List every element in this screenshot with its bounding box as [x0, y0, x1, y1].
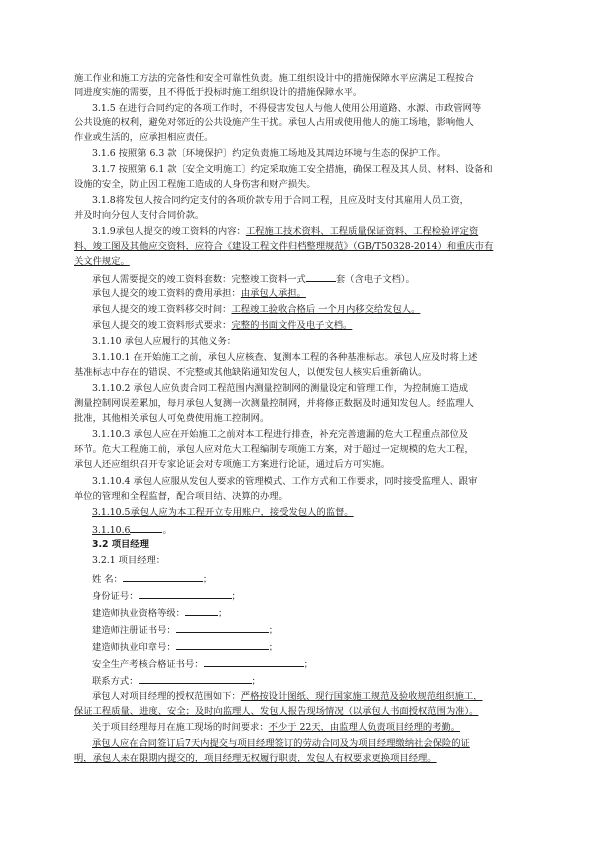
section-heading: 3.2 项目经理 — [92, 539, 149, 550]
filled-value: 由承包人承担。 — [240, 288, 306, 299]
field-suffix: ； — [231, 591, 241, 602]
clause-3-1-8: 3.1.8将发包人按合同约定支付的各项价款专用于合同工程，且应及时支付其雇用人员工资， — [92, 195, 469, 206]
pm-name-field — [92, 572, 212, 586]
clause-3-1-10-4: 3.1.10.4 承包人应服从发包人要求的管理模式、工作方式和工作要求，同时接受监理人、跟审 — [92, 476, 478, 487]
filled-value: 工程施工技术资料、工程质量保证资料、工程检验评定资 — [245, 226, 479, 237]
clause-3-1-10-3: 3.1.10.3 承包人应在开始施工之前对本工程进行排查，补充完善遗漏的危大工程重点部位及 — [92, 429, 469, 440]
filled-value: 不少于 22天，由监理人负责项目经理的考勤。 — [268, 722, 461, 733]
paragraph-line: 并及时向分包人支付合同价款。 — [74, 210, 205, 221]
clause-label: 3.1.10.6 — [92, 525, 131, 536]
blank-field — [176, 640, 269, 650]
filled-value: 完整的书面文件及电子文档。 — [231, 320, 353, 331]
blank-field — [306, 272, 336, 282]
pm-qualification-field — [92, 606, 227, 620]
paragraph-line: 设施的安全，防止因工程施工造成的人身伤害和财产损失。 — [74, 179, 316, 190]
field-label: 承包人对项目经理的授权范围如下： — [92, 691, 241, 702]
clause-3-2-1: 3.2.1 项目经理： — [92, 555, 166, 566]
paragraph-line: 批准，其他相关承包人可免费使用施工控制网。 — [74, 413, 270, 424]
field-suffix: ； — [268, 625, 278, 636]
filled-value: 料、竣工图及其他应交资料，应符合《建设工程文件归档整理规范》（GB/T50328-2014）和重庆市有 — [74, 241, 494, 252]
field-suffix: 。 — [162, 525, 172, 536]
filled-value: 严格按设计图纸、现行国家施工规范及验收规范组织施工， — [240, 691, 483, 702]
field-label: 承包人提交的竣工资料移交时间： — [92, 304, 232, 315]
clause-label: 3.1.9承包人提交的竣工资料的内容： — [92, 226, 246, 237]
paragraph-line: 同进度实施的需要，且不得低于投标时施工组织设计的措施保障水平。 — [74, 87, 363, 98]
pm-id-number-field — [92, 589, 241, 603]
clause-3-1-10-2: 3.1.10.2 承包人应负责合同工程范围内测量控制网的测量设定和管理工作，为控制施工造成 — [92, 383, 469, 394]
clause-3-1-10-5 — [92, 507, 354, 519]
completion-docs-form — [92, 320, 352, 332]
blank-field — [139, 589, 232, 599]
paragraph-line: 承包人还应组织召开专家论证会对专项施工方案进行论证，通过后方可实施。 — [74, 459, 391, 470]
field-suffix: ； — [303, 659, 313, 670]
blank-field — [130, 523, 162, 533]
pm-onsite-time — [92, 722, 460, 734]
field-suffix: ； — [251, 676, 261, 687]
field-label: 承包人需要提交的竣工资料套数：完整竣工资料一式 — [92, 274, 306, 285]
clause-3-1-9 — [92, 226, 478, 238]
blank-field — [139, 674, 252, 684]
completion-docs-cost — [92, 288, 306, 300]
field-label: 姓 名： — [92, 574, 123, 585]
filled-value: 承包人应在合同签订后7天内提交与项目经理签订的劳动合同及为项目经理缴纳社会保险的证 — [92, 738, 470, 749]
blank-field — [123, 572, 203, 582]
field-label: 联系方式： — [92, 676, 139, 687]
field-label: 关于项目经理每月在施工现场的时间要求： — [92, 722, 269, 733]
clause-label: 3.1.10.5 — [92, 507, 131, 518]
field-suffix: ； — [217, 608, 228, 619]
pm-seal-number-field — [92, 640, 278, 654]
pm-contact-field — [92, 674, 261, 688]
field-label: 安全生产考核合格证书号： — [92, 659, 204, 670]
field-label: 建造师执业印章号： — [92, 642, 176, 653]
completion-docs-sets — [92, 272, 415, 286]
clause-3-1-6: 3.1.6 按照第 6.3 款〔环境保护〕约定负责施工场地及其周边环境与生态的保护工作。 — [92, 148, 447, 159]
filled-value: 工程竣工验收合格后 一个月内移交给发包人。 — [231, 304, 421, 315]
pm-registration-field — [92, 623, 278, 637]
paragraph-line: 基准标志中存在的错误、不完整或其他缺陷通知发包人，以便发包人核实后重新确认。 — [74, 367, 428, 378]
clause-3-1-7: 3.1.7 按照第 6.1 款〔安全文明施工〕约定采取施工安全措施，确保工程及其人员、材料、设备和 — [92, 164, 493, 175]
field-suffix: ； — [202, 574, 213, 585]
paragraph-line: 单位的管理和全程监督，配合项目结、决算的办理。 — [74, 491, 288, 502]
field-label: 承包人提交的竣工资料形式要求： — [92, 320, 232, 331]
filled-value: 关文件规定。 — [74, 256, 130, 267]
field-suffix: 套（含电子文档）。 — [335, 274, 415, 285]
completion-docs-time — [92, 304, 420, 316]
paragraph-line: 公共设施的权利，避免对邻近的公共设施产生干扰。承包人占用或使用他人的施工场地，影响他人 — [74, 117, 474, 128]
clause-3-1-10: 3.1.10 承包人应履行的其他义务： — [92, 336, 237, 347]
clause-3-1-10-6 — [92, 523, 172, 537]
clause-3-1-5: 3.1.5 在进行合同约定的各项工作时，不得侵害发包人与他人使用公用道路、水源、市政管网等 — [92, 103, 482, 114]
field-label: 建造师注册证书号： — [92, 625, 176, 636]
blank-field — [176, 623, 269, 633]
pm-safety-cert-field — [92, 657, 313, 671]
field-label: 建造师执业资格等级： — [92, 608, 185, 619]
field-label: 身份证号： — [92, 591, 139, 602]
pm-authority-scope — [92, 691, 483, 703]
clause-3-1-10-1: 3.1.10.1 在开始施工之前，承包人应核查、复测本工程的各种基准标志。承包人应及时将上述 — [92, 352, 478, 363]
blank-field — [185, 606, 218, 616]
paragraph-line: 环节。危大工程施工前，承包人应对危大工程编制专项施工方案，对于超过一定规模的危大工程， — [74, 444, 474, 455]
field-suffix: ； — [268, 642, 278, 653]
paragraph-line: 施工作业和施工方法的完备性和安全可靠性负责。施工组织设计中的措施保障水平应满足工程按合 — [74, 73, 474, 84]
paragraph-line: 测量控制网误差累加，每月承包人复测一次测量控制网，并将修正数据及时通知发包人。经监理人 — [74, 398, 474, 409]
blank-field — [204, 657, 304, 667]
paragraph-line: 作业或生活的，应承担相应责任。 — [74, 132, 214, 143]
filled-value: 保证工程质量、进度、安全；及时向监理人、发包人报告现场情况（以承包人书面授权范围为准）。 — [74, 706, 479, 717]
field-label: 承包人提交的竣工资料的费用承担： — [92, 288, 241, 299]
filled-value: 承包人应为本工程开立专用账户，接受发包人的监督。 — [130, 507, 354, 518]
filled-value: 明，承包人未在限期内提交的，项目经理无权履行职责，发包人有权要求更换项目经理。 — [74, 753, 437, 764]
